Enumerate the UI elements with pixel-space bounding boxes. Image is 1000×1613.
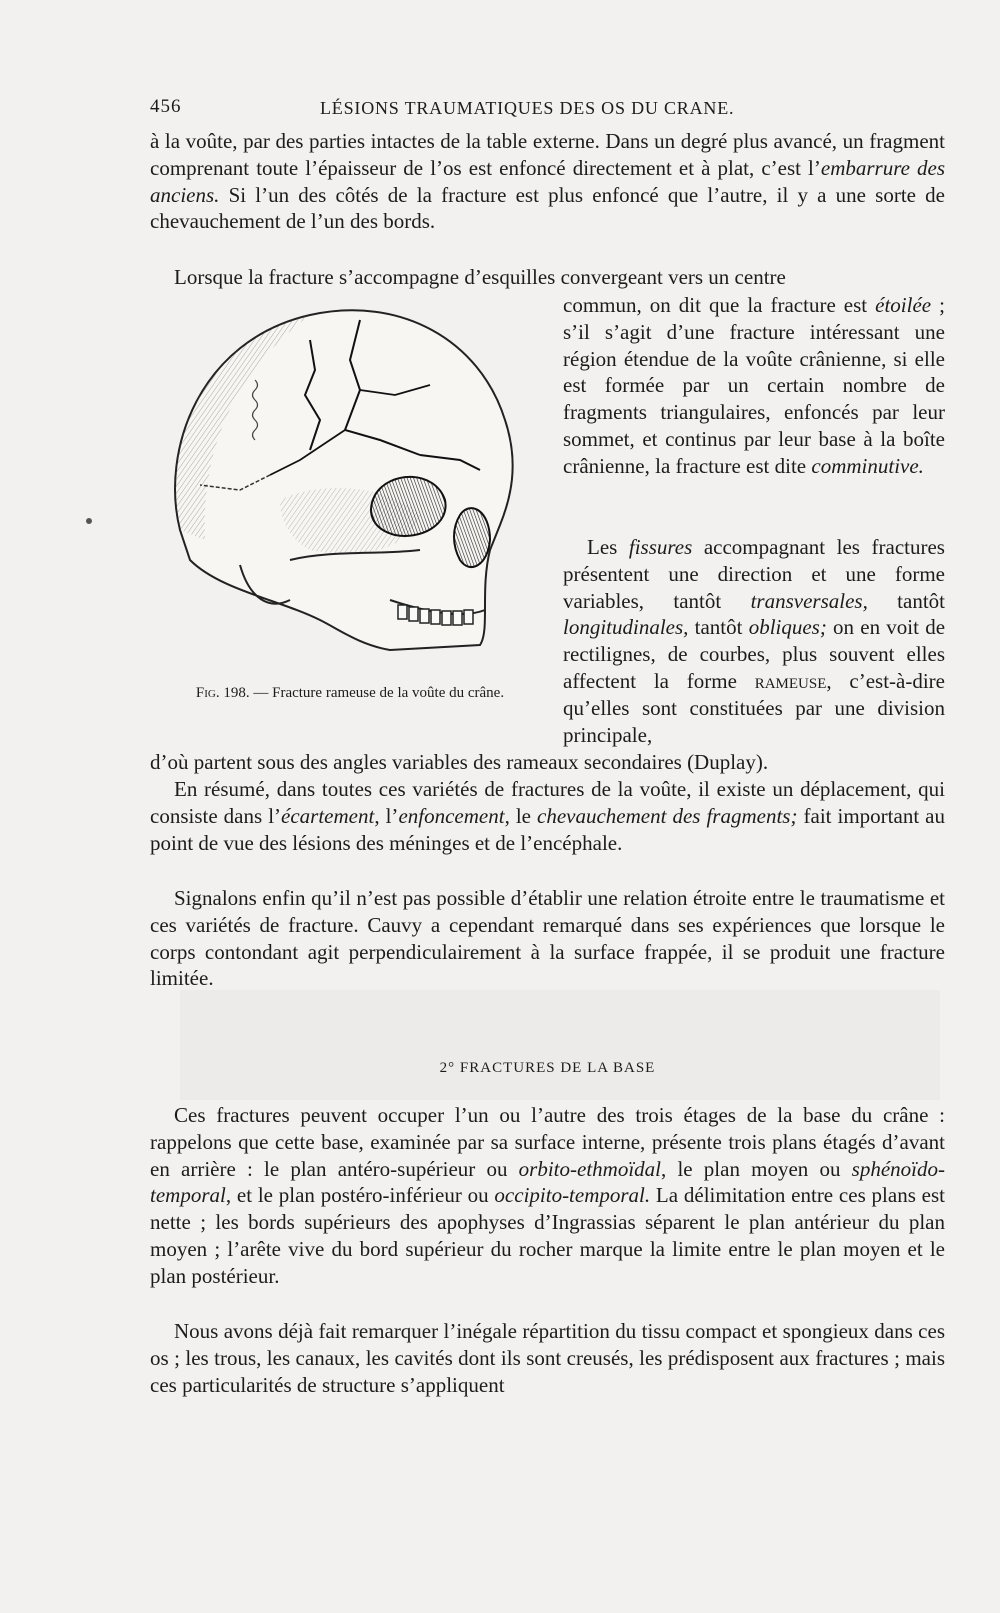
italic-term: étoilée [875,293,932,317]
running-title: LÉSIONS TRAUMATIQUES DES OS DU CRANE. [320,98,735,118]
text-run: fait important au point de vue des lésions des méninges et de l’encéphale. [150,803,946,855]
text-run: accompagnant les fractures présentent une direction et une forme variables, tantôt [563,535,945,613]
text-run: , le plan moyen ou [661,1156,852,1181]
italic-term: obliques; [748,615,827,640]
text-run: tantôt [688,615,749,640]
paragraph-5 [150,885,945,992]
italic-term: longitudinales, [563,615,689,640]
paragraph-4 [150,776,945,856]
margin-mark [86,518,92,524]
page-number: 456 [150,96,182,117]
text-run: En résumé, dans toutes ces variétés de fractures de la voûte, il existe un déplacement, qui consiste dans l’ [150,777,945,828]
text-run: Les [587,535,629,559]
caption-text: — Fracture rameuse de la voûte du crâne. [249,685,505,701]
skull-illustration [160,300,555,675]
small-caps-term: rameuse [754,668,827,693]
italic-term: occipito-temporal. [494,1183,651,1208]
italic-term: écartement [281,803,375,828]
section-heading: 2° FRACTURES DE LA BASE [439,1060,656,1076]
text-run: , l’ [374,803,399,828]
italic-term: enfoncement [398,803,505,828]
figure-label: Fig. 198. [195,685,250,701]
italic-term: comminutive. [811,453,924,478]
paragraph-6 [150,1102,945,1290]
text-run: Si l’un des côtés de la fracture est plus enfoncé que l’autre, il y a une sorte de chevauchement de l’un des bords. [150,182,945,234]
text-run: , c’est-à-dire qu’elles sont constituées par une division principale, [563,668,945,747]
page-header [150,96,945,122]
paragraph-3-wrap [563,534,945,748]
text-run: Nous avons déjà fait remarquer l’inégale répartition du tissu compact et spongieux dans ces os ; les trous, les canaux, les cavités dont ils sont creusés, les prédisposent aux fractures ; mais ces particularités de structure s’appliquent [150,1319,945,1397]
italic-term: fissures [628,535,693,559]
text-run: on en voit de rectilignes, de courbes, plus souvent elles affectent la forme [563,615,946,693]
text-run: , le [504,803,538,828]
italic-term: orbito-ethmoïdal [518,1156,661,1181]
italic-term: sphénoïdo-temporal [150,1156,945,1208]
text-run: Signalons enfin qu’il n’est pas possible d’établir une relation étroite entre le traumatisme et ces variétés de fracture. Cauvy a cependant remarqué dans ses expériences que lorsque le corps contondant agit perpendiculairement à la surface frappée, il se produit une fracture limitée. [150,886,945,991]
text-run: commun, on dit que la fracture est [563,293,876,317]
text-run: , et le plan postéro-inférieur ou [225,1183,495,1208]
italic-term: chevauchement des fragments; [537,803,798,828]
text-run: Ces fractures peuvent occuper l’un ou l’autre des trois étages de la base du crâne : rappelons que cette base, examinée par sa surface interne, présente trois plans étagés d’avant en arrière : le plan antéro-supérieur ou [150,1103,945,1181]
italic-term: transversales, [750,588,868,613]
paragraph-1 [150,128,945,235]
paragraph-3-last-line [150,749,945,776]
bleed-through-shadow [180,990,940,1100]
text-run: Lorsque la fracture s’accompagne d’esquilles convergeant vers un centre [174,265,786,289]
paragraph-2-first-line [150,264,945,291]
text-run: La délimitation entre ces plans est nette ; les bords supérieurs des apophyses d’Ingrassias séparent le plan antérieur du plan moyen ; l’arête vive du bord supérieur du rocher marque la limite entre le plan moyen et le plan postérieur. [150,1183,945,1288]
text-run: à la voûte, par des parties intactes de la table externe. Dans un degré plus avancé, un fragment comprenant toute l’épaisseur de l’os est enfoncé directement et à plat, c’est l’ [150,129,945,180]
italic-term: embarrure des anciens. [150,155,945,207]
text-run: ; s’il s’agit d’une fracture intéressant une région étendue de la voûte crânienne, si elle est formée par un certain nombre de fragments triangulaires, enfoncés par leur sommet, et continus par leur base à la boîte crânienne, la fracture est dite [563,293,945,478]
paragraph-7 [150,1318,945,1398]
figure-caption [150,683,550,703]
text-run: d’où partent sous des angles variables des rameaux secondaires (Duplay). [150,750,769,774]
paragraph-2-wrap [563,292,945,480]
text-run: tantôt [867,588,946,613]
